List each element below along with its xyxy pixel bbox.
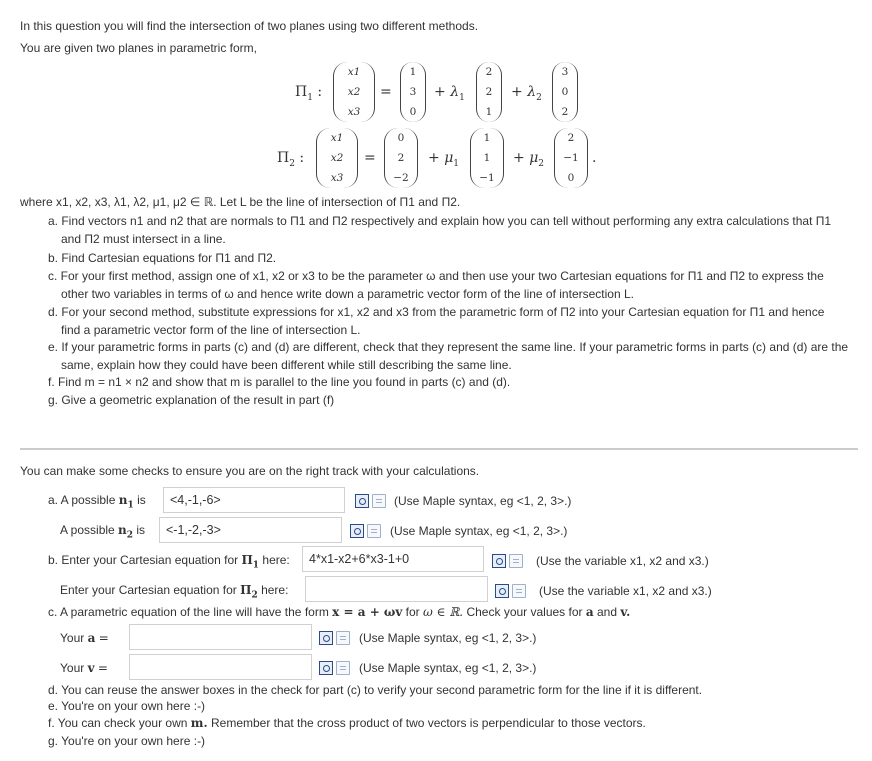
n2-input[interactable]: <-1,-2,-3> (159, 517, 342, 543)
vector-v-input[interactable] (129, 654, 312, 680)
a-hint: (Use Maple syntax, eg <1, 2, 3>.) (359, 631, 537, 645)
part-d: d. For your second method, substitute expressions for x1, x2 and x3 from the parametric form of Π2 into your Cartesian equation for Π1 and hence find a parametric vector form of the line of intersection L. (48, 305, 825, 337)
eq1-hint: (Use the variable x1, x2 and x3.) (536, 554, 709, 568)
plane2-point-vector: 0 2 −2 (384, 128, 418, 188)
intro-line-1: In this question you will find the intersection of two planes using two different methods. (20, 19, 479, 33)
your-a-label: Your a = (60, 631, 109, 645)
help-icon[interactable] (367, 524, 381, 538)
check-b-label: b. Enter your Cartesian equation for $\Pi_1$ here: (48, 553, 290, 571)
plane1-dir2-vector: 3 0 2 (552, 62, 578, 122)
check-f: f. You can check your own m. Remember that the cross product of two vectors is perpendicular to those vectors. (48, 716, 646, 730)
plane1-dir1-vector: 2 2 1 (476, 62, 502, 122)
plane1-cartesian-input[interactable]: 4*x1-x2+6*x3-1+0 (302, 546, 484, 572)
help-icon[interactable] (336, 661, 350, 675)
part-b: b. Find Cartesian equations for Π1 and Π2. (48, 251, 277, 265)
preview-icon[interactable] (350, 524, 364, 538)
part-f: f. Find m = n1 × n2 and show that m is parallel to the line you found in parts (c) and (d). (48, 375, 511, 389)
check-e: e. You're on your own here :-) (48, 699, 206, 713)
check-d: d. You can reuse the answer boxes in the check for part (c) to verify your second parametric form for the line if it is different. (48, 683, 703, 697)
part-g: g. Give a geometric explanation of the result in part (f) (48, 393, 335, 407)
plane1-point-vector: 1 3 0 (400, 62, 426, 122)
where-text: where x1, x2, x3, λ1, λ2, μ1, μ2 ∈ ℝ. Let L be the line of intersection of Π1 and Π2. (20, 195, 461, 209)
vector-a-input[interactable] (129, 624, 312, 650)
check-c-label: c. A parametric equation of the line will have the form x = a + ωv for ω ∈ ℝ. Check your values for a and v. (48, 605, 631, 619)
preview-icon[interactable] (355, 494, 369, 508)
help-icon[interactable] (512, 584, 526, 598)
help-icon[interactable] (509, 554, 523, 568)
preview-icon[interactable] (492, 554, 506, 568)
help-icon[interactable] (372, 494, 386, 508)
your-v-label: Your v = (60, 661, 108, 675)
intro-line-2: You are given two planes in parametric form, (20, 41, 258, 55)
check-a2-label: A possible $n_2$ is (60, 523, 146, 541)
preview-icon[interactable] (495, 584, 509, 598)
checks-intro: You can make some checks to ensure you are on the right track with your calculations. (20, 464, 480, 478)
v-hint: (Use Maple syntax, eg <1, 2, 3>.) (359, 661, 537, 675)
plane1-lhs-vector: x1 x2 x3 (333, 62, 375, 122)
plane2-dir2-vector: 2 −1 0 (554, 128, 588, 188)
plane2-dir1-vector: 1 1 −1 (470, 128, 504, 188)
part-c: c. For your first method, assign one of x1, x2 or x3 to be the parameter ω and then use your two Cartesian equations for Π1 and Π2 to express the other two variables in terms of ω and hence write down a parametric vector form of the line of intersection L. (48, 269, 824, 301)
section-divider (20, 448, 858, 450)
eq2-hint: (Use the variable x1, x2 and x3.) (539, 584, 712, 598)
help-icon[interactable] (336, 631, 350, 645)
part-a: a. Find vectors n1 and n2 that are normals to Π1 and Π2 respectively and explain how you can tell without performing any extra calculations that Π1 and Π2 must intersect in a line. (48, 214, 832, 246)
n1-hint: (Use Maple syntax, eg <1, 2, 3>.) (394, 494, 572, 508)
check-g: g. You're on your own here :-) (48, 734, 206, 748)
part-e: e. If your parametric forms in parts (c) and (d) are different, check that they represent the same line. If your parametric forms in parts (c) and (d) are the same, explain how they could have been different while still describing the same line. (48, 340, 849, 372)
preview-icon[interactable] (319, 631, 333, 645)
check-b2-label: Enter your Cartesian equation for $\Pi_2$ here: (60, 583, 289, 601)
n1-input[interactable]: <4,-1,-6> (163, 487, 345, 513)
check-a-label: a. A possible $n_1$ is (48, 493, 146, 511)
preview-icon[interactable] (319, 661, 333, 675)
n2-hint: (Use Maple syntax, eg <1, 2, 3>.) (390, 524, 568, 538)
plane2-lhs-vector: x1 x2 x3 (316, 128, 358, 188)
plane2-cartesian-input[interactable] (305, 576, 488, 602)
